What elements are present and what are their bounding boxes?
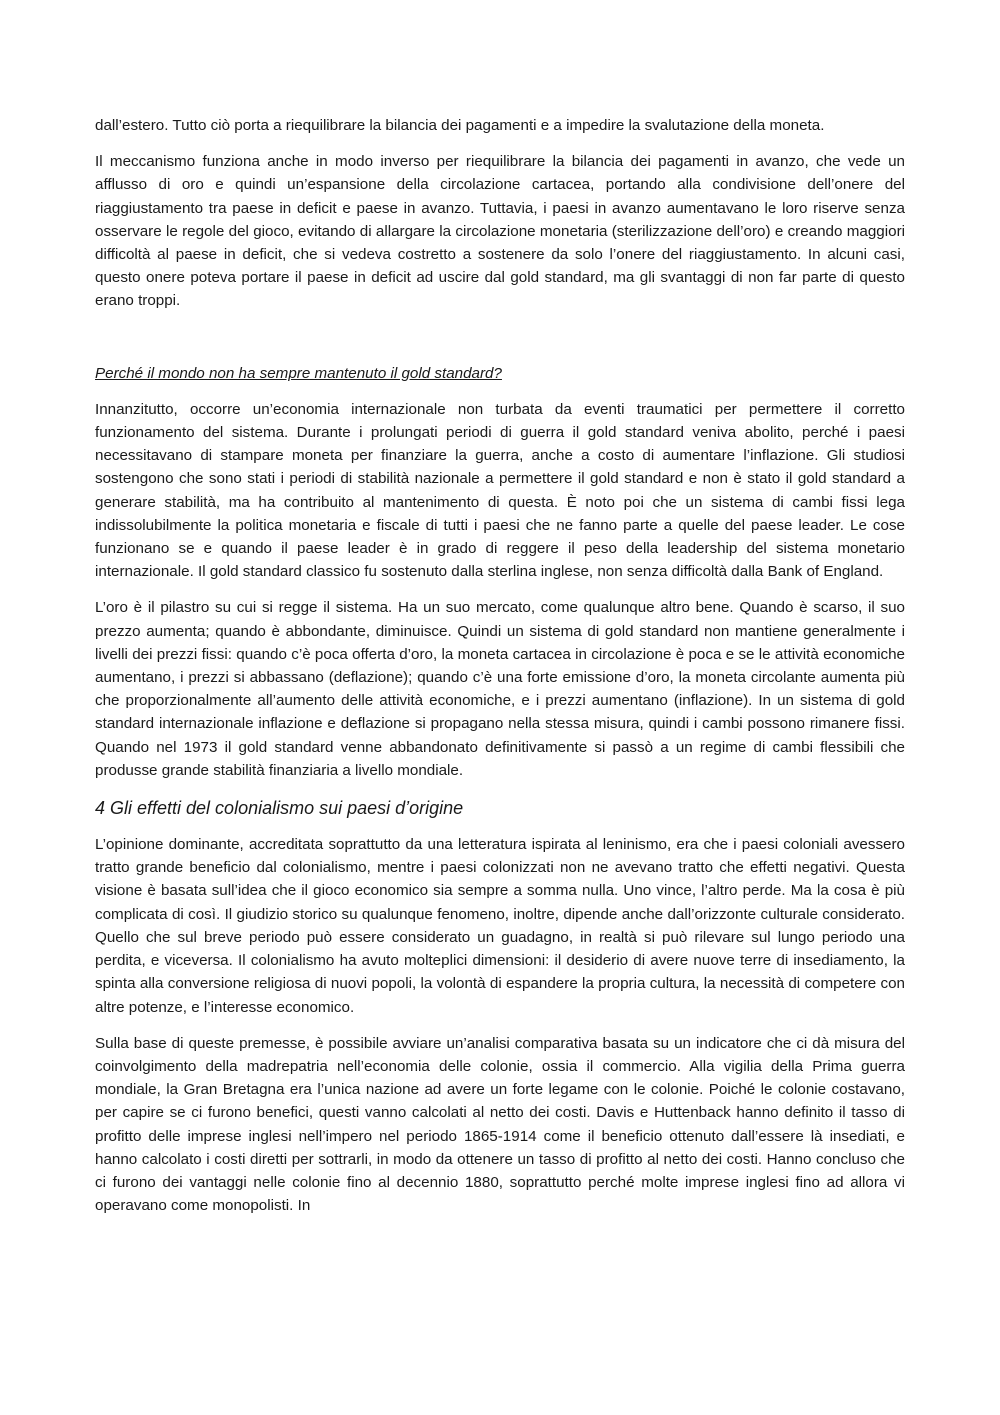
section-heading: 4 Gli effetti del colonialismo sui paesi d’origine: [95, 798, 464, 819]
paragraph: dall’estero. Tutto ciò porta a riequilibrare la bilancia dei pagamenti e a impedire la svalutazione della moneta.: [95, 117, 825, 134]
paragraph: L’opinione dominante, accreditata soprattutto da una letteratura ispirata al leninismo, era che i paesi coloniali avessero tratto grande beneficio dal colonialismo, mentre i paesi colonizzati non ne avevano tratto che effetti negativi. Questa visione è basata sull’idea che il gioco economico sia sempre a somma nulla. Uno vince, l’altro perde. Ma la cosa è più complicata di così. Il giudizio storico su qualunque fenomeno, inoltre, dipende anche dall’orizzonte culturale considerato. Quello che sul breve periodo può essere considerato un guadagno, in realtà si può rilevare sul lungo periodo una perdita, e viceversa. Il colonialismo ha avuto molteplici dimensioni: il desiderio di avere nuove terre di insediamento, la spinta alla conversione religiosa di nuovi popoli, la volontà di espandere la propria cultura, la necessità di competere con altre potenze, e l’interesse economico.: [95, 836, 905, 1016]
document-page: [95, 114, 905, 1230]
question-heading: Perché il mondo non ha sempre mantenuto il gold standard?: [95, 364, 502, 382]
paragraph: L’oro è il pilastro su cui si regge il sistema. Ha un suo mercato, come qualunque altro bene. Quando è scarso, il suo prezzo aumenta; quando è abbondante, diminuisce. Quindi un sistema di gold standard non mantiene generalmente i livelli dei prezzi fissi: quando c’è poca offerta d’oro, la moneta cartacea in circolazione è poca e se le attività economiche aumentano, i prezzi si abbassano (deflazione); quando c’è una forte emissione d’oro, la moneta circolante aumenta più che proporzionalmente all’aumento delle attività economiche, e i prezzi aumentano (inflazione). In un sistema di gold standard internazionale inflazione e deflazione si propagano nella stessa misura, quindi i cambi possono rimanere fissi. Quando nel 1973 il gold standard venne abbandonato definitivamente si passò a un regime di cambi flessibili che produsse grande stabilità finanziaria a livello mondiale.: [95, 599, 905, 779]
paragraph: Sulla base di queste premesse, è possibile avviare un’analisi comparativa basata su un indicatore che ci dà misura del coinvolgimento della madrepatria nell’economia delle colonie, ossia il commercio. Alla vigilia della Prima guerra mondiale, la Gran Bretagna era l’unica nazione ad avere un forte legame con le colonie. Poiché le colonie costavano, per capire se ci furono benefici, questi vanno calcolati al netto dei costi. Davis e Huttenback hanno definito il tasso di profitto delle imprese inglesi nell’impero nel periodo 1865-1914 come il beneficio ottenuto dall’essere là insediati, e hanno calcolato i costi diretti per sottrarli, in modo da ottenere un tasso di profitto al netto dei costi. Hanno concluso che ci furono dei vantaggi nelle colonie fino al decennio 1880, soprattutto perché molte imprese inglesi fino ad allora vi operavano come monopolisti. In: [95, 1034, 905, 1215]
paragraph: Innanzitutto, occorre un’economia internazionale non turbata da eventi traumatici per permettere il corretto funzionamento del sistema. Durante i prolungati periodi di guerra il gold standard veniva abolito, perché i paesi necessitavano di stampare moneta per finanziare la guerra, anche a costo di aumentare l’inflazione. Gli studiosi sostengono che sono stati i periodi di stabilità nazionale a permettere il gold standard e non è stato il gold standard a generare stabilità, ma ha contribuito al mantenimento di questa. È noto poi che un sistema di cambi fissi lega indissolubilmente la politica monetaria e fiscale di tutti i paesi che ne fanno parte a quelle del paese leader. Le cose funzionano se e quando il paese leader è in grado di reggere il peso della leadership del sistema monetario internazionale. Il gold standard classico fu sostenuto dalla sterlina inglese, non senza difficoltà dalla Bank of England.: [95, 400, 905, 581]
paragraph: Il meccanismo funziona anche in modo inverso per riequilibrare la bilancia dei pagamenti in avanzo, che vede un afflusso di oro e quindi un’espansione della circolazione cartacea, portando alla condivisione dell’onere del riaggiustamento tra paese in deficit e paese in avanzo. Tuttavia, i paesi in avanzo aumentavano le loro riserve senza osservare le regole del gioco, evitando di allargare la circolazione monetaria (sterilizzazione dell’oro) e creando maggiori difficoltà al paese in deficit, che si vedeva costretto a sostenere da solo l’onere del riaggiustamento. In alcuni casi, questo onere poteva portare il paese in deficit ad uscire dal gold standard, ma gli svantaggi di non far parte di questo erano troppi.: [95, 153, 905, 310]
